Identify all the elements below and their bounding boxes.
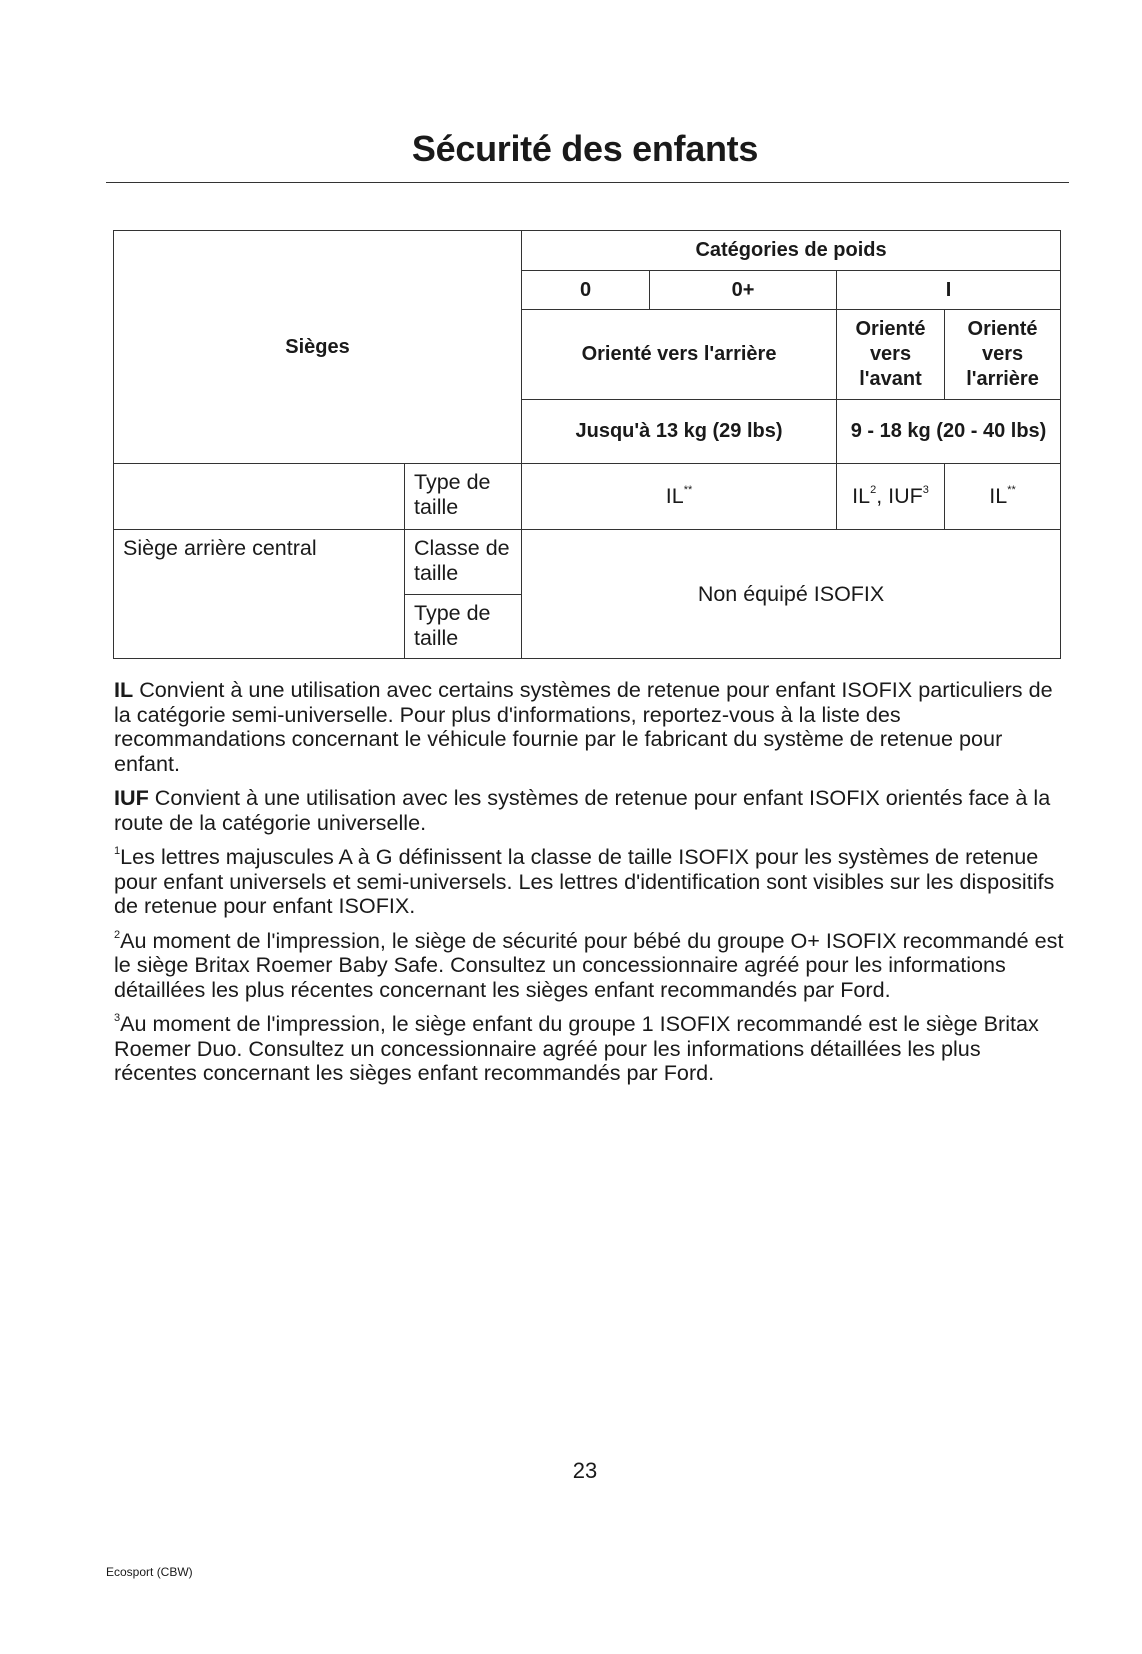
footnote-3: $^3$Au moment de l'impression, le siège enfant du groupe 1 ISOFIX recommandé est le siège Britax Roemer Duo. Consultez un concessionnaire agréé pour les informations détaillées les plus récentes concernant les sièges enfant recommandés par Ford. [114,1011,1039,1085]
page-title: Sécurité des enfants [411,128,759,169]
cell-il-rear: IL** [945,464,1061,530]
note-iuf: IUF Convient à une utilisation avec les systèmes de retenue pour enfant ISOFIX orientés face à la route de la catégorie universelle. [114,785,1051,835]
size-type-label: Type de taille [405,464,522,530]
table-notes [114,678,1066,1096]
footer-model: Ecosport (CBW) [106,1565,193,1579]
group-0-header: 0 [522,271,650,310]
footnote-2: $^2$Au moment de l'impression, le siège de sécurité pour bébé du groupe O+ ISOFIX recommandé est le siège Britax Roemer Baby Safe. Consultez un concessionnaire agréé pour les informations détaillées les plus récentes concernant les sièges enfant recommandés par Ford. [114,927,1064,1002]
empty-seat-cell [114,464,405,530]
note-il: IL Convient à une utilisation avec certains systèmes de retenue pour enfant ISOFIX particuliers de la catégorie semi-universelle. Pour plus d'informations, reportez-vous à la liste des recommandations concernant le véhicule fournie par le fabricant du système de retenue pour enfant. [114,677,1053,776]
group-0plus-header: 0+ [650,271,837,310]
forward-facing-header: Orienté vers l'avant [837,310,945,400]
cell-il: IL** [522,464,837,530]
cell-il-iuf: $IL^2$, IUF$^3$ [837,464,945,530]
rear-center-seat-label: Siège arrière central [114,530,405,659]
isofix-table [113,230,1061,659]
sieges-header: Sièges [114,231,522,464]
page-number: 23 [572,1458,598,1483]
footnote-1: $^1$Les lettres majuscules A à G définissent la classe de taille ISOFIX pour les systèmes de retenue pour enfant universels et semi-universels. Les lettres d'identification sont visibles sur les dispositifs de retenue pour enfant ISOFIX. [114,844,1055,918]
weight-range-0: Jusqu'à 13 kg (29 lbs) [522,400,837,464]
size-type-label-2: Type de taille [405,595,522,659]
weight-range-1: 9 - 18 kg (20 - 40 lbs) [837,400,1061,464]
weight-categories-header: Catégories de poids [522,231,1061,271]
rear-facing-header: Orienté vers l'arrière [522,310,837,400]
not-equipped-isofix: Non équipé ISOFIX [522,530,1061,659]
group-1-header: I [837,271,1061,310]
rear-facing-group1-header: Orienté vers l'arrière [945,310,1061,400]
title-divider [106,182,1069,183]
size-class-label: Classe de taille [405,530,522,595]
